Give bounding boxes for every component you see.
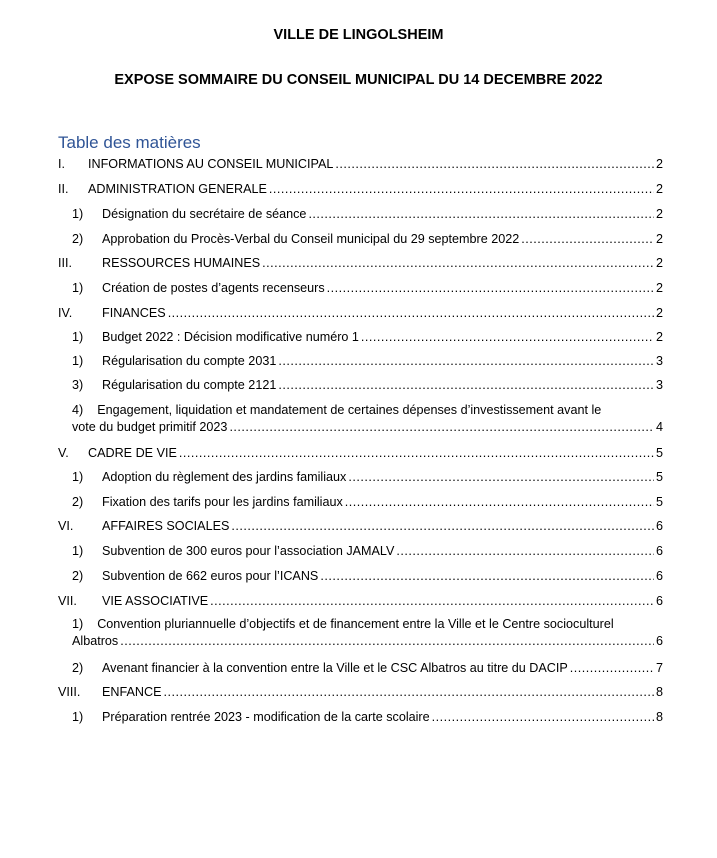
toc-leader-dots (163, 685, 654, 700)
toc-entry-compte-2121[interactable] (72, 378, 663, 393)
toc-entry-number: 2) (72, 232, 84, 246)
toc-entry-page: 3 (655, 354, 663, 368)
toc-entry-number: 2) (72, 495, 84, 509)
toc-entry-number: I. (58, 157, 65, 171)
toc-entry-ressources-humaines[interactable] (58, 256, 663, 271)
toc-leader-dots (521, 232, 654, 247)
toc-entry-page: 6 (655, 519, 663, 533)
toc-leader-dots (335, 157, 654, 172)
toc-entry-page: 5 (655, 495, 663, 509)
toc-entry-vie-associative[interactable] (58, 594, 663, 609)
toc-entry-page: 7 (655, 661, 663, 675)
toc-entry-tarifs-jardins[interactable] (72, 495, 663, 510)
toc-entry-number: VII. (58, 594, 77, 608)
toc-entry-text: Subvention de 662 euros pour l’ICANS (102, 569, 319, 583)
toc-leader-dots (210, 594, 654, 609)
toc-leader-dots (231, 519, 654, 534)
toc-entry-text: Subvention de 300 euros pour l’association JAMALV (102, 544, 395, 558)
toc-entry-number: 1) (72, 207, 84, 221)
toc-leader-dots (168, 306, 654, 321)
toc-entry-number: 3) (72, 378, 84, 392)
toc-leader-dots (320, 569, 654, 584)
toc-entry-page: 2 (655, 182, 663, 196)
toc-entry-text: CADRE DE VIE (88, 446, 177, 460)
toc-entry-text: ENFANCE (102, 685, 162, 699)
toc-entry-page: 8 (655, 710, 663, 724)
toc-entry-text: Régularisation du compte 2121 (102, 378, 277, 392)
toc-entry-page: 2 (655, 330, 663, 344)
toc-entry-text-line1: Engagement, liquidation et mandatement de certaines dépenses d’investissement avant le (97, 403, 602, 417)
toc-entry-text: ADMINISTRATION GENERALE (88, 182, 267, 196)
toc-leader-dots (262, 256, 654, 271)
toc-entry-page: 3 (655, 378, 663, 392)
toc-entry-page: 6 (655, 634, 663, 648)
toc-entry-text: VIE ASSOCIATIVE (102, 594, 209, 608)
toc-leader-dots (278, 378, 654, 393)
toc-entry-rentree-2023[interactable] (72, 710, 663, 725)
toc-entry-text: Création de postes d’agents recenseurs (102, 281, 325, 295)
toc-entry-text: Approbation du Procès-Verbal du Conseil municipal du 29 septembre 2022 (102, 232, 520, 246)
toc-entry-convention-pluriannuelle[interactable] (72, 616, 663, 650)
city-title: VILLE DE LINGOLSHEIM (273, 27, 444, 43)
toc-leader-dots (179, 446, 654, 461)
toc-entry-number: VI. (58, 519, 74, 533)
toc-entry-subvention-jamalv[interactable] (72, 544, 663, 559)
toc-entry-text: Préparation rentrée 2023 - modification de la carte scolaire (102, 710, 430, 724)
toc-entry-page: 2 (655, 281, 663, 295)
toc-leader-dots (269, 182, 654, 197)
toc-entry-text: Avenant financier à la convention entre la Ville et le CSC Albatros au titre du DACIP (102, 661, 568, 675)
toc-entry-number: 1) (72, 281, 84, 295)
toc-entry-text: Désignation du secrétaire de séance (102, 207, 307, 221)
toc-entry-page: 2 (655, 157, 663, 171)
toc-entry-text: Budget 2022 : Décision modificative numéro 1 (102, 330, 359, 344)
toc-entry-text-line2: Albatros (72, 634, 119, 648)
toc-entry-page: 6 (655, 569, 663, 583)
toc-entry-informations[interactable] (58, 157, 663, 172)
toc-entry-number: 1) (72, 710, 84, 724)
toc-entry-number: 1) (72, 470, 84, 484)
toc-entry-page: 6 (655, 544, 663, 558)
toc-entry-number: V. (58, 446, 69, 460)
toc-entry-page: 8 (655, 685, 663, 699)
toc-entry-page: 4 (655, 420, 663, 434)
toc-entry-finances[interactable] (58, 306, 663, 321)
toc-entry-number: II. (58, 182, 69, 196)
toc-entry-text-line2: vote du budget primitif 2023 (72, 420, 228, 434)
toc-entry-engagement-depenses[interactable] (72, 402, 663, 436)
toc-entry-page: 5 (655, 470, 663, 484)
toc-entry-number: 1) (72, 354, 84, 368)
toc-leader-dots (308, 207, 654, 222)
toc-entry-text: INFORMATIONS AU CONSEIL MUNICIPAL (88, 157, 334, 171)
toc-entry-number: IV. (58, 306, 73, 320)
toc-heading: Table des matières (58, 133, 201, 152)
toc-leader-dots (327, 281, 654, 296)
toc-entry-number: 2) (72, 569, 84, 583)
toc-entry-text-line1: Convention pluriannuelle d’objectifs et de financement entre la Ville et le Centre socioculturel (97, 617, 614, 631)
toc-entry-page: 6 (655, 594, 663, 608)
toc-entry-avenant-dacip[interactable] (72, 661, 663, 676)
toc-entry-number: 4) (72, 403, 84, 417)
toc-entry-subvention-icans[interactable] (72, 569, 663, 584)
toc-entry-reglement-jardins[interactable] (72, 470, 663, 485)
toc-entry-compte-2031[interactable] (72, 354, 663, 369)
toc-leader-dots (229, 419, 654, 436)
toc-entry-text: RESSOURCES HUMAINES (102, 256, 261, 270)
toc-entry-number: 2) (72, 661, 84, 675)
toc-leader-dots (348, 470, 654, 485)
toc-leader-dots (361, 330, 654, 345)
toc-entry-page: 2 (655, 232, 663, 246)
toc-entry-text: Fixation des tarifs pour les jardins familiaux (102, 495, 343, 509)
toc-entry-text: FINANCES (102, 306, 166, 320)
toc-leader-dots (345, 495, 654, 510)
toc-entry-number: VIII. (58, 685, 81, 699)
toc-leader-dots (432, 710, 654, 725)
toc-entry-number: 1) (72, 330, 84, 344)
toc-leader-dots (278, 354, 654, 369)
toc-entry-affaires-sociales[interactable] (58, 519, 663, 534)
toc-entry-text: Adoption du règlement des jardins familiaux (102, 470, 347, 484)
toc-entry-approbation[interactable] (72, 232, 663, 247)
toc-entry-page: 2 (655, 256, 663, 270)
toc-entry-number: 1) (72, 617, 84, 631)
toc-entry-cadre-de-vie[interactable] (58, 446, 663, 461)
toc-entry-page: 2 (655, 207, 663, 221)
toc-entry-text: Régularisation du compte 2031 (102, 354, 277, 368)
toc-entry-number: 1) (72, 544, 84, 558)
document-title: EXPOSE SOMMAIRE DU CONSEIL MUNICIPAL DU 14 DECEMBRE 2022 (114, 72, 603, 88)
toc-leader-dots (396, 544, 654, 559)
toc-entry-enfance[interactable] (58, 685, 663, 700)
toc-entry-text: AFFAIRES SOCIALES (102, 519, 230, 533)
toc-leader-dots (570, 661, 654, 676)
toc-leader-dots (120, 633, 654, 650)
toc-entry-page: 2 (655, 306, 663, 320)
toc-entry-page: 5 (655, 446, 663, 460)
toc-entry-administration[interactable] (58, 182, 663, 197)
toc-entry-budget-2022[interactable] (72, 330, 663, 345)
toc-entry-designation[interactable] (72, 207, 663, 222)
toc-entry-postes-recenseurs[interactable] (72, 281, 663, 296)
toc-entry-number: III. (58, 256, 72, 270)
